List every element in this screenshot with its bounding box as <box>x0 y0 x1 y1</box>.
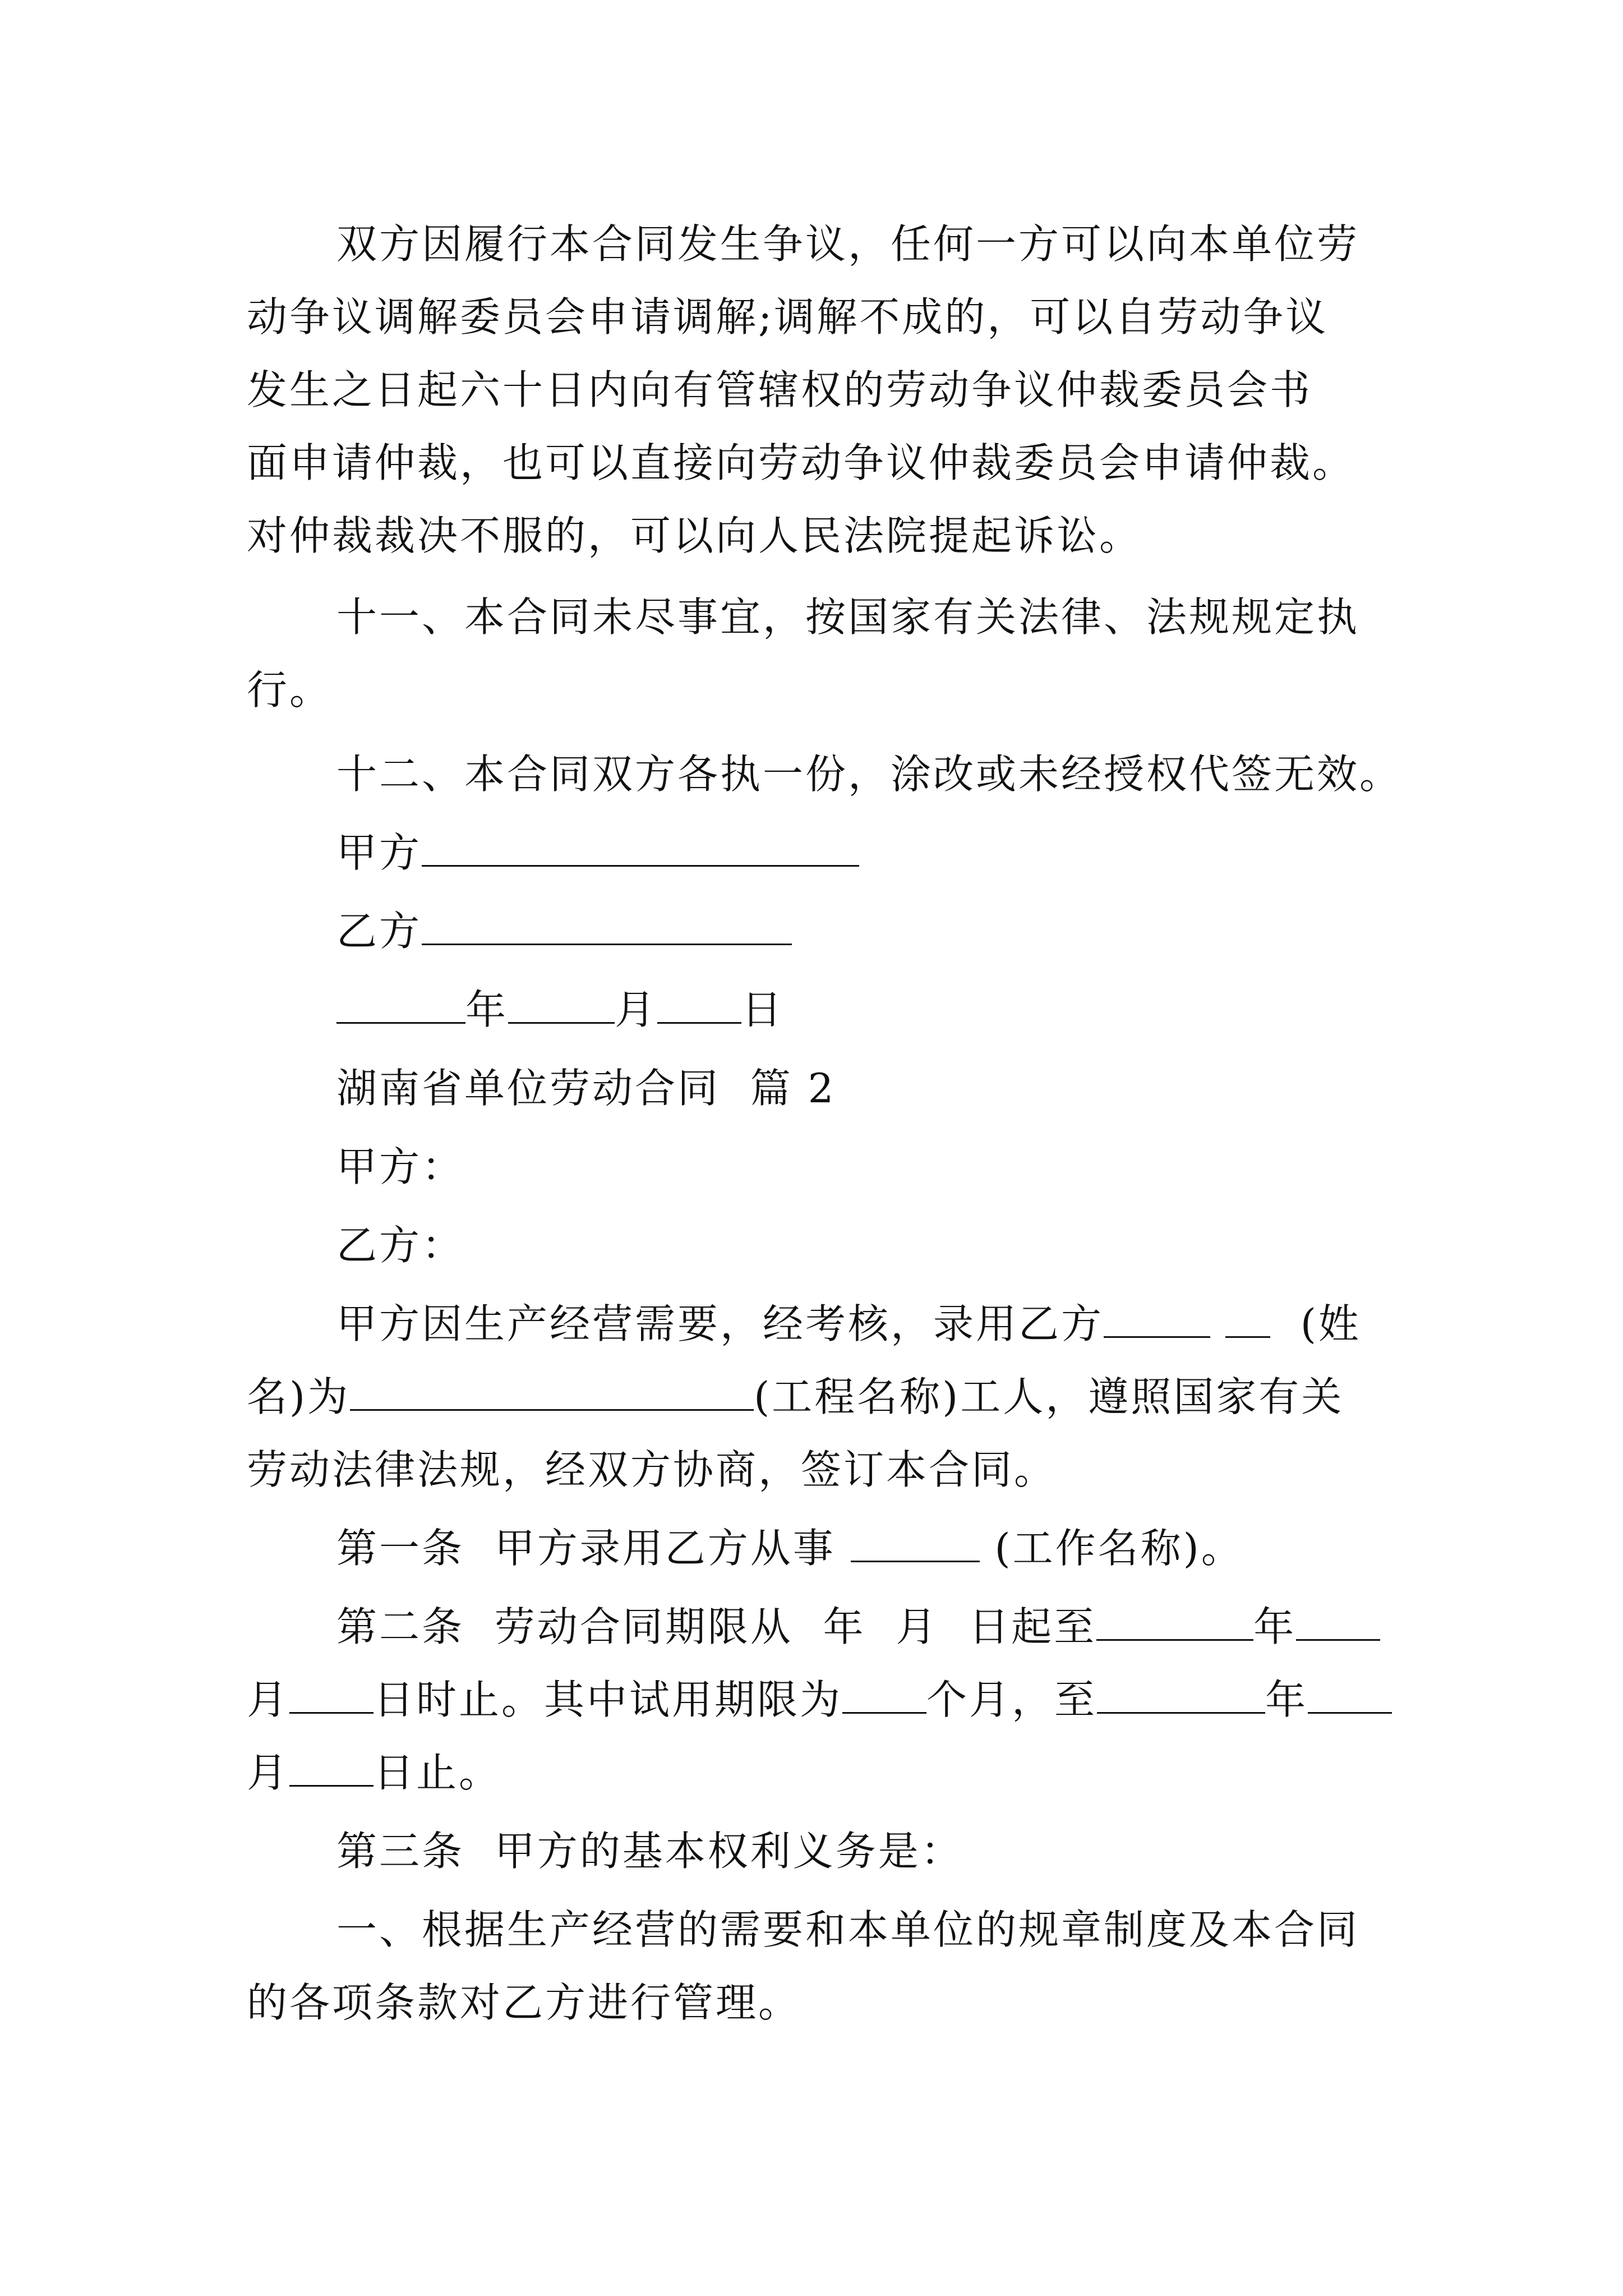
signature-party-b <box>336 903 792 959</box>
blank-line <box>1308 1673 1392 1714</box>
paragraph-line: 双方因履行本合同发生争议，任何一方可以向本单位劳 <box>336 220 1360 268</box>
paragraph-line: 动争议调解委员会申请调解;调解不成的，可以自劳动争议 <box>247 293 1329 341</box>
blank-line <box>842 1673 926 1714</box>
paragraph-line <box>247 1369 1344 1425</box>
text-run: 甲方因生产经营需要，经考核，录用乙方 <box>336 1300 1104 1347</box>
text-run: 第二条 劳动合同期限从 年 月 日起至 <box>336 1603 1097 1650</box>
paragraph-line: 劳动法律法规，经双方协商，签订本合同。 <box>247 1446 1057 1493</box>
signature-date <box>336 982 784 1038</box>
article-2-line <box>247 1745 501 1801</box>
paragraph-line: 面申请仲裁，也可以直接向劳动争议仲裁委员会申请仲裁。 <box>247 439 1355 486</box>
text-run: 第一条 甲方录用乙方从事 <box>336 1525 851 1572</box>
article-12-line: 十二、本合同双方各执一份，涂改或未经授权代签无效。 <box>336 751 1403 798</box>
blank-line <box>1296 1600 1380 1641</box>
text-run: 日时止。其中试用期限为 <box>374 1676 843 1723</box>
blank-line <box>336 983 465 1024</box>
item-1-line: 一、根据生产经营的需要和本单位的规章制度及本合同 <box>336 1906 1360 1953</box>
blank-line <box>422 904 792 945</box>
text-run: 日止。 <box>374 1749 502 1796</box>
blank-line <box>1225 1297 1270 1338</box>
paragraph-line <box>336 1296 1361 1352</box>
date-year-label: 年 <box>465 986 509 1033</box>
blank-line <box>1096 1600 1253 1641</box>
article-1-line <box>336 1520 1244 1576</box>
article-3-line: 第三条 甲方的基本权利义务是： <box>336 1828 963 1875</box>
date-day-label: 日 <box>741 986 785 1033</box>
signature-party-a <box>336 825 859 881</box>
text-run: 名)为 <box>247 1373 351 1420</box>
text-run: (工程名称)工人，遵照国家有关 <box>754 1373 1344 1420</box>
item-1-line: 的各项条款对乙方进行管理。 <box>247 1979 801 2026</box>
blank-line <box>289 1673 374 1714</box>
blank-line <box>851 1521 980 1562</box>
date-month-label: 月 <box>615 986 658 1033</box>
text-run: 月 <box>247 1749 290 1796</box>
text-run: 月 <box>247 1676 290 1723</box>
article-2-line <box>247 1672 1392 1728</box>
signature-label: 乙方 <box>336 908 422 955</box>
blank-line <box>422 826 859 867</box>
signature-label: 甲方 <box>336 829 422 876</box>
text-run: 年 <box>1253 1603 1297 1650</box>
article-11-line: 行。 <box>247 666 333 714</box>
article-11-line: 十一、本合同未尽事宜，按国家有关法律、法规规定执 <box>336 593 1360 641</box>
party-b-label: 乙方： <box>336 1222 465 1269</box>
section-title: 湖南省单位劳动合同 篇 2 <box>336 1065 836 1112</box>
paragraph-line: 对仲裁裁决不服的，可以向人民法院提起诉讼。 <box>247 512 1142 559</box>
text-run: (姓 <box>1300 1300 1361 1347</box>
article-2-line <box>336 1599 1380 1655</box>
text-run: 个月，至 <box>926 1676 1098 1723</box>
blank-line <box>657 983 741 1024</box>
blank-line <box>1104 1297 1210 1338</box>
text-run: 年 <box>1265 1676 1308 1723</box>
text-run: (工作名称)。 <box>979 1525 1244 1572</box>
blank-line <box>289 1746 374 1787</box>
blank-line <box>350 1370 754 1411</box>
blank-line <box>508 983 615 1024</box>
blank-line <box>1097 1673 1265 1714</box>
paragraph-line: 发生之日起六十日内向有管辖权的劳动争议仲裁委员会书 <box>247 366 1313 413</box>
party-a-label: 甲方： <box>336 1143 465 1190</box>
